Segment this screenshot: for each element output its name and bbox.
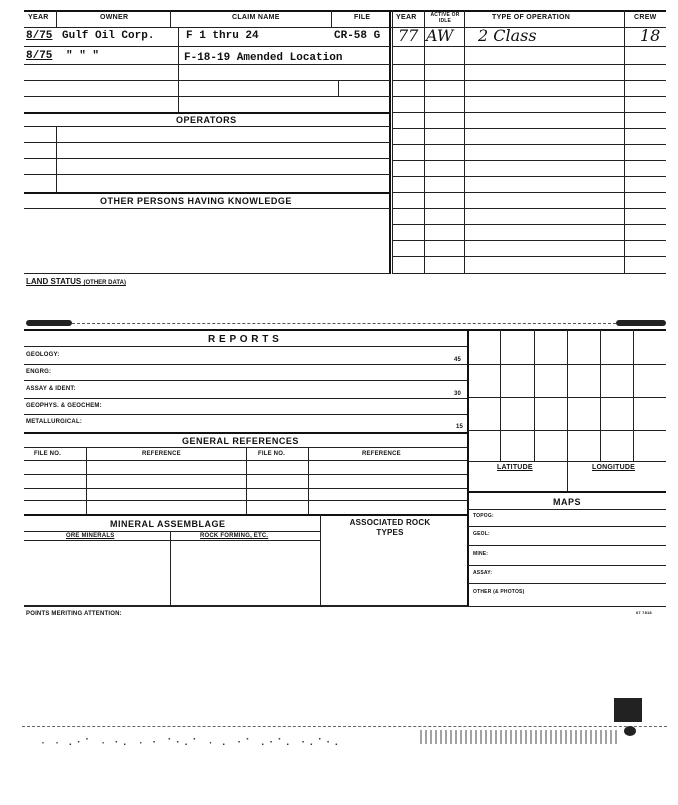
general-references-title: GENERAL REFERENCES bbox=[182, 436, 299, 446]
maps-mine: MINE: bbox=[473, 551, 489, 557]
gr-col-file2: FILE NO. bbox=[258, 451, 285, 457]
row2-owner: " " " bbox=[66, 50, 100, 62]
latitude-label: LATITUDE bbox=[497, 464, 533, 471]
report-metallurgical: METALLURGICAL: bbox=[26, 419, 83, 425]
row1-owner: Gulf Oil Corp. bbox=[62, 30, 155, 42]
maps-title: MAPS bbox=[553, 497, 582, 507]
col-year-2: YEAR bbox=[396, 14, 417, 21]
maps-topog: TOPOG: bbox=[473, 513, 494, 519]
report-assay-num: 30 bbox=[454, 391, 462, 397]
maps-other: OTHER (& PHOTOS) bbox=[473, 589, 525, 595]
col-active-idle: ACTIVE OR IDLE bbox=[430, 12, 460, 24]
reports-title: R E P O R T S bbox=[208, 334, 280, 345]
report-engrg: ENGRG: bbox=[26, 369, 52, 375]
col-type-operation: TYPE OF OPERATION bbox=[492, 14, 571, 21]
report-geology: GEOLOGY: bbox=[26, 352, 60, 358]
mineral-assemblage-title: MINERAL ASSEMBLAGE bbox=[110, 519, 226, 529]
report-assay: ASSAY & IDENT: bbox=[26, 386, 76, 392]
report-metallurgical-num: 15 bbox=[456, 424, 464, 430]
op-type: 2 Class bbox=[478, 26, 537, 45]
report-geology-num: 45 bbox=[454, 357, 462, 363]
row2-year: 8/75 bbox=[26, 50, 53, 62]
op-active: AW bbox=[426, 26, 454, 45]
gr-col-file1: FILE NO. bbox=[34, 451, 61, 457]
row1-claim: F 1 thru 24 bbox=[186, 30, 259, 42]
rock-forming: ROCK FORMING, ETC. bbox=[200, 533, 269, 539]
land-status-sub: (OTHER DATA) bbox=[83, 280, 126, 286]
operators-heading: OPERATORS bbox=[176, 115, 237, 125]
row2-claim: F-18-19 Amended Location bbox=[184, 52, 343, 64]
op-year: 77 bbox=[398, 26, 419, 45]
maps-geol: GEOL: bbox=[473, 531, 490, 537]
associated-rock-types: ASSOCIATED ROCK TYPES bbox=[349, 518, 431, 537]
land-status bbox=[26, 277, 126, 286]
gr-col-ref2: REFERENCE bbox=[362, 451, 401, 457]
op-crew: 18 bbox=[640, 26, 661, 45]
form-number: 67 7818 bbox=[636, 610, 652, 615]
col-year: YEAR bbox=[28, 14, 49, 21]
other-persons-heading: OTHER PERSONS HAVING KNOWLEDGE bbox=[100, 196, 292, 206]
row1-year: 8/75 bbox=[26, 30, 53, 42]
longitude-label: LONGITUDE bbox=[592, 464, 636, 471]
ore-minerals: ORE MINERALS bbox=[66, 533, 115, 539]
col-crew: CREW bbox=[634, 14, 657, 21]
col-claim-name: CLAIM NAME bbox=[232, 14, 280, 21]
report-geophys: GEOPHYS. & GEOCHEM: bbox=[26, 403, 102, 409]
gr-col-ref1: REFERENCE bbox=[142, 451, 181, 457]
maps-assay: ASSAY: bbox=[473, 570, 493, 576]
points-meriting-attention: POINTS MERITING ATTENTION: bbox=[26, 611, 122, 617]
land-status-label: LAND STATUS bbox=[26, 277, 82, 286]
col-file: FILE bbox=[354, 14, 371, 21]
row1-file: CR-58 G bbox=[334, 30, 381, 42]
col-owner: OWNER bbox=[100, 14, 129, 21]
